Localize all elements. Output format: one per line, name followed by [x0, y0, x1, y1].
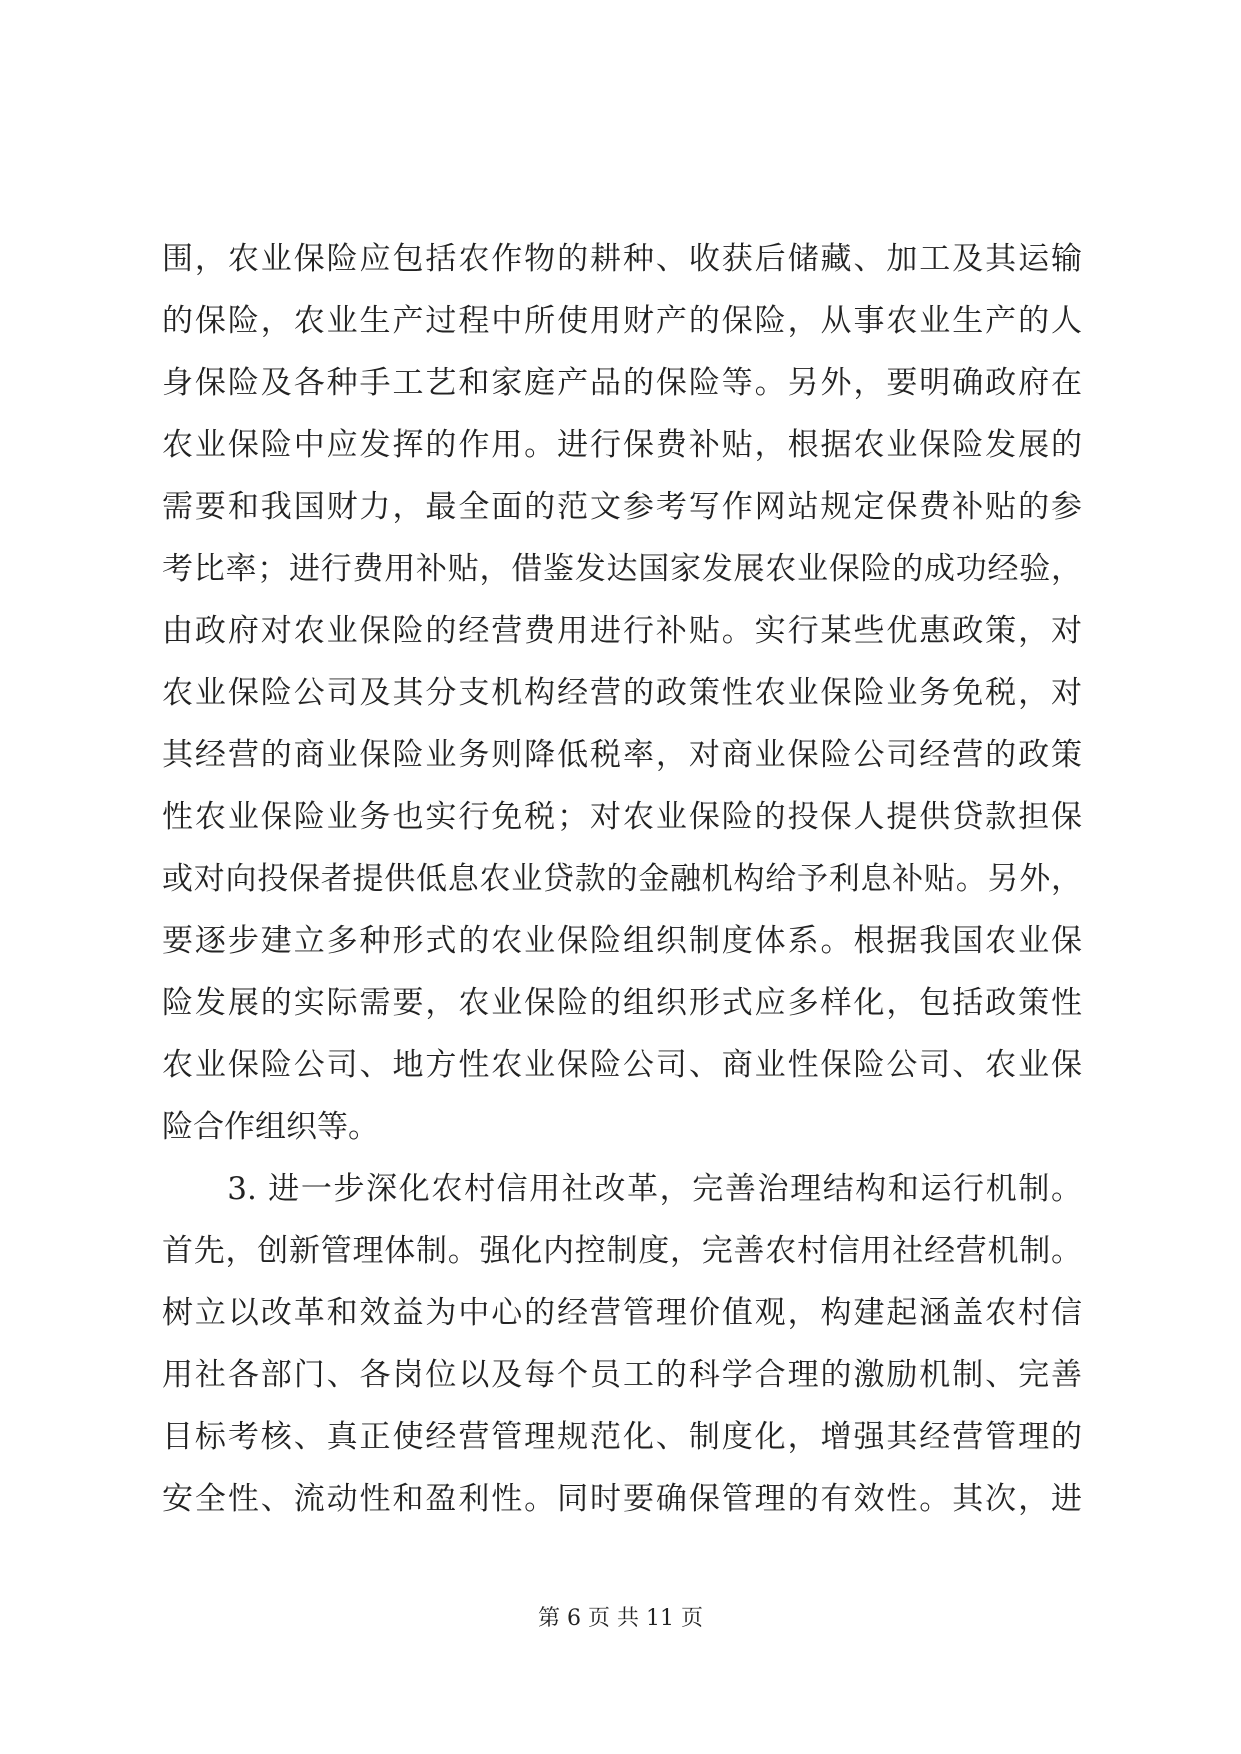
page-number-footer: 第 6 页 共 11 页 [538, 1606, 703, 1631]
text-line: 身保险及各种手工艺和家庭产品的保险等。另外，要明确政府在 [162, 365, 1082, 401]
text-line: 首先，创新管理体制。强化内控制度，完善农村信用社经营机制。 [162, 1233, 1082, 1269]
text-line: 农业保险公司、地方性农业保险公司、商业性保险公司、农业保 [162, 1047, 1082, 1083]
text-line: 要逐步建立多种形式的农业保险组织制度体系。根据我国农业保 [162, 923, 1082, 959]
text-line: 安全性、流动性和盈利性。同时要确保管理的有效性。其次，进 [162, 1481, 1082, 1517]
text-line: 农业保险公司及其分支机构经营的政策性农业保险业务免税，对 [162, 675, 1082, 711]
text-line: 其经营的商业保险业务则降低税率，对商业保险公司经营的政策 [162, 737, 1082, 773]
text-line: 目标考核、真正使经营管理规范化、制度化，增强其经营管理的 [162, 1419, 1082, 1455]
text-line: 性农业保险业务也实行免税；对农业保险的投保人提供贷款担保 [162, 799, 1082, 835]
text-line: 用社各部门、各岗位以及每个员工的科学合理的激励机制、完善 [162, 1357, 1082, 1393]
text-line: 农业保险中应发挥的作用。进行保费补贴，根据农业保险发展的 [162, 427, 1082, 463]
text-line: 或对向投保者提供低息农业贷款的金融机构给予利息补贴。另外， [162, 861, 1082, 897]
text-line: 由政府对农业保险的经营费用进行补贴。实行某些优惠政策，对 [162, 613, 1082, 649]
paragraph-end-line: 险合作组织等。 [162, 1109, 379, 1145]
section-heading-line: 3. 进一步深化农村信用社改革，完善治理结构和运行机制。 [162, 1171, 1082, 1207]
text-line: 险发展的实际需要，农业保险的组织形式应多样化，包括政策性 [162, 985, 1082, 1021]
body-text [162, 228, 1082, 1530]
text-line: 需要和我国财力，最全面的范文参考写作网站规定保费补贴的参 [162, 489, 1082, 525]
text-line: 考比率；进行费用补贴，借鉴发达国家发展农业保险的成功经验， [162, 551, 1082, 587]
text-line: 围，农业保险应包括农作物的耕种、收获后储藏、加工及其运输 [162, 241, 1082, 277]
text-line: 树立以改革和效益为中心的经营管理价值观，构建起涵盖农村信 [162, 1295, 1082, 1331]
text-line: 的保险，农业生产过程中所使用财产的保险，从事农业生产的人 [162, 303, 1082, 339]
